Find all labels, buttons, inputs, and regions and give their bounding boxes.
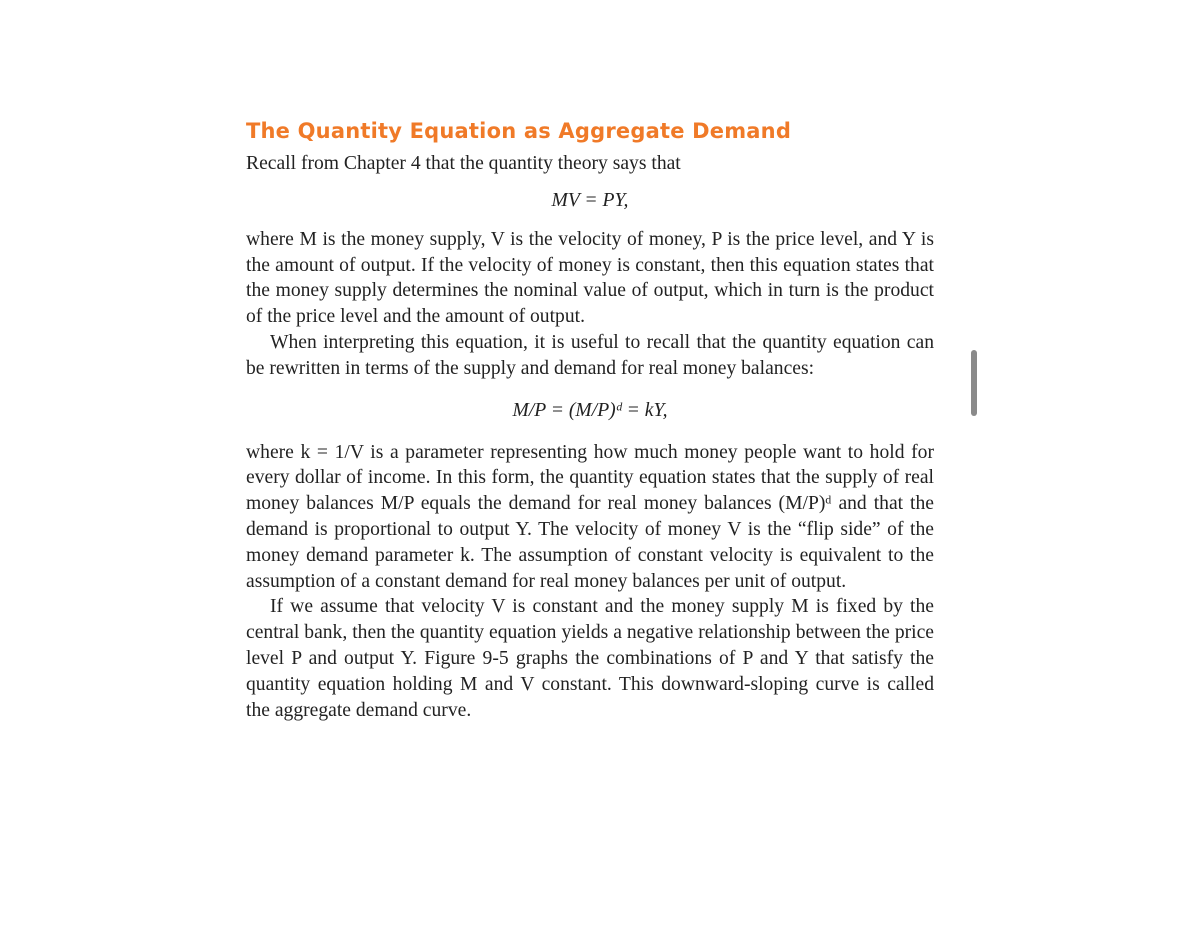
real-money-balances-equation: M/P = (M/P)ᵈ = kY,	[512, 399, 668, 421]
paragraph-aggregate-demand: If we assume that velocity V is constant and the money supply M is fixed by the central bank, then the quantity equation yields a negative relationship between the price level P and output Y. Figure 9-5 graphs the combinations of P and Y that satisfy the quantity equation holding M and V constant. This downward-sloping curve is called the aggregate demand curve.	[246, 596, 934, 721]
intro-paragraph: Recall from Chapter 4 that the quantity theory says that	[246, 153, 681, 174]
paragraph-money-demand: where k = 1/V is a parameter representing how much money people want to hold for every dollar of income. In this form, the quantity equation states that the supply of real money balances M/P equals the demand for real money balances (M/P)ᵈ and that the demand is proportional to output Y. The velocity of money V is the “flip side” of the money demand parameter k. The assumption of constant velocity is equivalent to the assumption of a constant demand for real money balances per unit of output.	[246, 441, 934, 592]
paragraph-interpretation: When interpreting this equation, it is useful to recall that the quantity equation can be rewritten in terms of the supply and demand for real money balances:	[246, 331, 934, 379]
section-heading: The Quantity Equation as Aggregate Demand	[246, 119, 792, 143]
paragraph-definitions: where M is the money supply, V is the velocity of money, P is the price level, and Y is the amount of output. If the velocity of money is constant, then this equation states that the money supply determines the nominal value of output, which in turn is the product of the price level and the amount of output.	[246, 228, 934, 328]
quantity-equation: MV = PY,	[551, 189, 629, 211]
vertical-scrollbar[interactable]	[971, 350, 977, 416]
document-page	[246, 112, 934, 723]
